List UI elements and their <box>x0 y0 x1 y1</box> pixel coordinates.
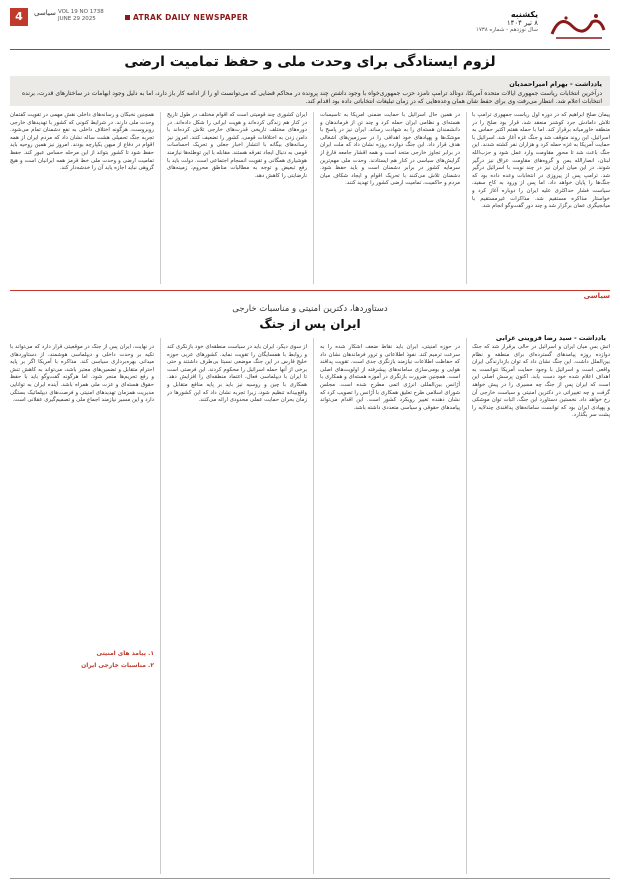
column-divider <box>466 338 467 874</box>
article1-column-3: ایران کشوری چند قومیتی است که اقوام مختلف در طول تاریخ در کنار هم زندگی کرده‌اند و هویت ایرانی را شکل داده‌اند. در دوره‌های مختلف تاریخی قدرت‌های خارجی تلاش کرده‌اند با دامن زدن به اختلافات قومی، کشور را تضعیف کنند. امروز نیز رسانه‌های بیگانه با انتشار اخبار جعلی و تحریک احساسات قومی به دنبال ایجاد تفرقه هستند. مقابله با این توطئه‌ها نیازمند هوشیاری همگانی و تقویت انسجام اجتماعی است. دولت باید با رفع تبعیض و توجه به مطالبات مناطق محروم، زمینه‌های نارضایتی را کاهش دهد. <box>167 112 307 179</box>
banner-text: ATRAK DAILY NEWSPAPER <box>133 13 249 22</box>
page-info <box>10 8 125 26</box>
article1-author: یادداشت - بهرام امیراحمدیان <box>509 80 602 88</box>
section-tag: سیاسی <box>34 9 56 17</box>
issue-meta <box>428 10 538 33</box>
article2-column-2: در حوزه امنیتی، ایران باید نقاط ضعف آشکار شده را به سرعت ترمیم کند. نفوذ اطلاعاتی و ترور فرماندهان نشان داد که حفاظت اطلاعات نیازمند بازنگری جدی است. تقویت پدافند هوایی و بومی‌سازی سامانه‌های پیشرفته از اولویت‌های اصلی است. همچنین ضرورت بازنگری در آموزه هسته‌ای و همکاری با آژانس بین‌المللی انرژی اتمی مطرح شده است. مجلس شورای اسلامی طرح تعلیق همکاری با آژانس را تصویب کرد که نشان دهنده تغییر رویکرد کشور است. این اقدام می‌تواند پیامدهای حقوقی و سیاسی متعددی داشته باشد. <box>320 344 460 411</box>
page-number: 4 <box>10 8 28 26</box>
article2-subhead-foreign: ۲. مناسبات خارجی ایران <box>81 662 154 669</box>
article2-author: یادداشت - سید رضا قزوینی غرابی <box>495 334 606 342</box>
article2-column-3: از سوی دیگر، ایران باید در سیاست منطقه‌ای خود بازنگری کند و روابط با همسایگان را تقویت نماید. کشورهای عربی حوزه خلیج فارس در این جنگ موضعی نسبتا بی‌طرف داشتند و حتی برخی از آنها حمله اسرائیل را محکوم کردند. این فرصتی است تا ایران با دیپلماسی فعال، اعتماد منطقه‌ای را افزایش دهد. همکاری با چین و روسیه نیز باید بر پایه منافع متقابل و واقع‌بینانه تنظیم شود، زیرا تجربه نشان داد که این کشورها در زمان بحران حمایت عملی محدودی ارائه می‌کنند. <box>167 344 307 404</box>
column-divider <box>160 112 161 284</box>
banner-square-icon <box>125 15 130 20</box>
logo-mark <box>546 8 610 46</box>
section-bar <box>10 290 610 301</box>
article2-subtitle: دستاوردها، دکترین امنیتی و مناسبات خارجی <box>232 304 388 314</box>
volume-info <box>58 9 104 23</box>
weekday: یکشنبه <box>510 10 538 19</box>
column-divider <box>313 112 314 284</box>
footer-divider <box>10 878 610 879</box>
english-date: JUNE 29 2025 <box>58 16 96 22</box>
column-divider <box>313 338 314 874</box>
column-divider <box>160 338 161 874</box>
masthead-divider <box>10 49 610 50</box>
article1-column-1: پیمان صلح ابراهیم که در دوره اول ریاست جمهوری ترامپ با تلاش دامادش جرد کوشنر منعقد شد، قرار بود صلح را در منطقه خاورمیانه برقرار کند. اما با حمله هفتم اکتبر حماس به اسرائیل، این روند متوقف شد و جنگ غزه آغاز شد. اسرائیل با حمایت آمریکا به غزه حمله کرد و هزاران نفر کشته شدند. این جنگ باعث شد تا محور مقاومت وارد عمل شود و حزب‌الله لبنان، انصارالله یمن و گروه‌های مقاومت عراق نیز درگیر شوند. در این میان ایران نیز در چند نوبت با اسرائیل درگیر شد. ترامپ پس از پیروزی در انتخابات وعده داده بود که جنگ‌ها را پایان خواهد داد. اما پس از ورود به کاخ سفید، سیاست فشار حداکثری علیه ایران را دوباره آغاز کرد و خواستار مذاکره مستقیم شد. مذاکرات غیرمستقیم با میانجیگری عمان برگزار شد و چند دور گفت‌وگو انجام شد. <box>472 112 610 210</box>
masthead <box>10 8 610 48</box>
article1-headline: لزوم ایستادگی برای وحدت ملی و حفظ تمامیت ارضی <box>124 54 496 70</box>
article2-column-4: در نهایت، ایران پس از جنگ در موقعیتی قرار دارد که می‌تواند با تکیه بر وحدت داخلی و دیپلماسی هوشمند، از دستاوردهای میدانی بهره‌برداری سیاسی کند. مذاکره با آمریکا اگر بر پایه احترام متقابل و تضمین‌های معتبر باشد، می‌تواند به کاهش تنش و رفع تحریم‌ها منجر شود. اما هرگونه گفت‌وگو باید با حفظ حقوق هسته‌ای و عزت ملی همراه باشد. آینده ایران به توانایی مدیریت همزمان تهدیدهای امنیتی و فرصت‌های دیپلماتیک بستگی دارد و این مسیر نیازمند اجماع ملی و تصمیم‌گیری عقلانی است. <box>10 344 154 404</box>
article1-column-2: در همین حال اسرائیل با حمایت ضمنی آمریکا به تاسیسات هسته‌ای و نظامی ایران حمله کرد و چند تن از فرماندهان و دانشمندان هسته‌ای را به شهادت رساند. ایران نیز در پاسخ با موشک‌ها و پهپادهای خود اهدافی را در سرزمین‌های اشغالی هدف قرار داد. این جنگ دوازده روزه نشان داد که ملت ایران در برابر تجاوز خارجی متحد است و همه اقشار جامعه فارغ از گرایش‌های سیاسی در کنار هم ایستادند. وحدت ملی مهم‌ترین سرمایه کشور در برابر دشمنان است و باید حفظ شود. دشمنان تلاش می‌کنند با تحریک اقوام و ایجاد شکاف میان مردم و حاکمیت، تمامیت ارضی کشور را تهدید کنند. <box>320 112 460 187</box>
article2-column-1: آتش بس میان ایران و اسرائیل در حالی برقرار شد که جنگ دوازده روزه پیامدهای گسترده‌ای برای منطقه و نظام بین‌الملل داشت. این جنگ نشان داد که توان بازدارندگی ایران واقعی است و اسرائیل با وجود حمایت آمریکا نتوانست به اهداف اعلام شده خود دست یابد. اکنون پرسش اصلی این است که ایران پس از جنگ چه مسیری را در پیش خواهد گرفت و چه تغییراتی در دکترین امنیتی و سیاست خارجی آن رخ خواهد داد. نخستین دستاورد این جنگ، اثبات توان موشکی و پهپادی ایران بود که توانست سامانه‌های پدافندی چندلایه را پشت سر بگذارد. <box>472 344 610 419</box>
issue-info: سال نوزدهم - شماره ۱۷۳۸ <box>475 27 538 33</box>
article1-column-4: همچنین نخبگان و رسانه‌های داخلی نقش مهمی در تقویت گفتمان وحدت ملی دارند. در شرایط کنونی که کشور با تهدیدهای خارجی روبروست، هرگونه اختلاف داخلی به نفع دشمنان تمام می‌شود. تجربه جنگ تحمیلی هشت ساله نشان داد که مردم ایران از همه اقوام در دفاع از میهن یکپارچه بودند. امروز نیز همین روحیه باید حفظ شود تا کشور بتواند از این مرحله حساس عبور کند. حفظ تمامیت ارضی و وحدت ملی خط قرمز همه ایرانیان است و هیچ گروهی نباید اجازه یابد آن را خدشه‌دار کند. <box>10 112 154 172</box>
volume-number: VOL 19 NO 1738 <box>58 9 104 15</box>
article1-lead: درآخرین انتخابات ریاست جمهوری ایالات متحده آمریکا، دونالد ترامپ نامزد حزب جمهوری‌خواه با وجود داشتن چند پرونده در محاکم قضایی که می‌توانست او را از ادامه کار باز دارد، اما به دلیل وجود ابهامات در ساختارهای قدرت، برنده انتخابات اعلام شد. انتظار می‌رفت وی برای حفظ شان همان وعده‌هایی که در زمان تبلیغات انتخاباتی داده بود اقدام کند. <box>22 90 602 105</box>
section-bar-label: سیاسی <box>583 292 610 300</box>
article2-subhead-security: ۱. پیامد های امنیتی <box>96 650 154 657</box>
article2-headline: ایران پس از جنگ <box>259 317 361 331</box>
newspaper-banner <box>125 13 425 23</box>
column-divider <box>466 112 467 284</box>
persian-date: ۸ تیر ۱۴۰۴ <box>506 19 538 27</box>
